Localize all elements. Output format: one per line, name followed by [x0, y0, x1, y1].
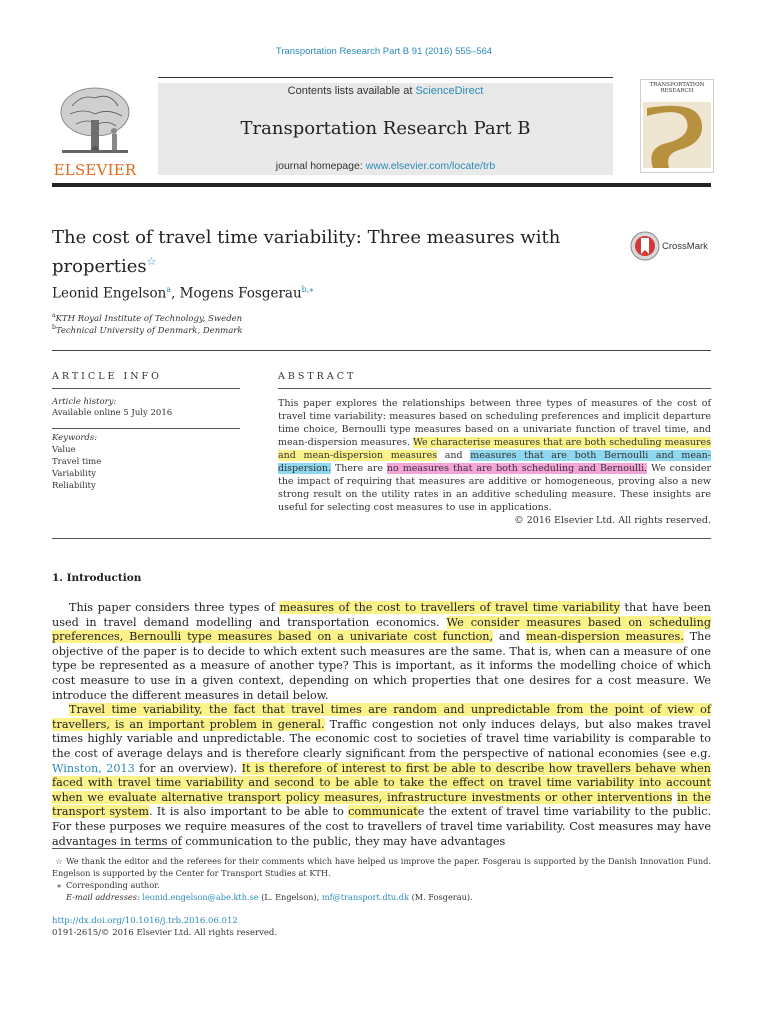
- masthead-top-rule: [158, 77, 613, 78]
- contents-prefix: Contents lists available at: [287, 85, 416, 97]
- citation-link-winston-2013[interactable]: Winston, 2013: [52, 761, 135, 775]
- author-1-affiliation-mark[interactable]: a: [166, 285, 172, 294]
- paper-title: [52, 226, 612, 279]
- abstract-sentence: We consider the impact of requiring that measures are additive or homogeneous, proving also a new strong result on the utility rates in an additive scheduling measure. These insights are useful for selecting cost measures to use in applications.: [278, 463, 712, 513]
- abstract-highlight-blue[interactable]: measures that are both Bernoulli and mean-dispersion.: [278, 450, 711, 474]
- affiliation-a-mark: a: [52, 312, 56, 319]
- intro-text: and: [493, 630, 526, 644]
- author-separator: ,: [171, 285, 180, 302]
- journal-title: Transportation Research Part B: [240, 118, 531, 139]
- footnote-acknowledgement-text: We thank the editor and the referees for their comments which have helped us improve the paper. Fosgerau is supported by the Danish Innovation Fund. Engelson is supported by the Center for Transport Studies at KTH.: [52, 856, 711, 878]
- intro-text: The objective of the paper is to decide to which extent such measures are the same. That is, when can a measure of one type be represented as a measure of another type? This is important, as it informs the modelling choice of which cost measure to use in a given context, depending on which properties that one desires for a cost measure. We introduce the different measures in detail below.: [52, 630, 711, 702]
- email-link-engelson[interactable]: leonid.engelson@abe.kth.se: [142, 892, 259, 902]
- intro-highlight[interactable]: measures of the cost to travellers of travel time variability: [279, 601, 620, 614]
- header-divider: [52, 350, 711, 351]
- road-cover-art-icon: [643, 102, 711, 168]
- cover-title: TRANSPORTATION RESEARCH: [649, 82, 705, 94]
- intro-highlight[interactable]: communicat: [348, 805, 418, 819]
- affiliation-a: [52, 312, 242, 324]
- footnote-acknowledgement: [52, 855, 711, 879]
- homepage-prefix: journal homepage:: [275, 160, 366, 172]
- intro-paragraph-2: [52, 703, 711, 849]
- author-fosgerau[interactable]: Mogens Fosgerau: [179, 285, 302, 302]
- email-link-fosgerau[interactable]: mf@transport.dtu.dk: [321, 892, 409, 902]
- email-name: (M. Fosgerau).: [408, 892, 473, 902]
- email-label: E-mail addresses:: [66, 892, 143, 902]
- intro-highlight[interactable]: Travel time variability, the fact that travel times are random and unpredictable from the point of view of travellers, is an important problem in general.: [52, 703, 711, 731]
- intro-highlight[interactable]: It is therefore of interest to first be able to describe how travellers behave when faced with travel time variability and second to be able to take the effect on travel time variability into account when we evaluate alternative transport policy measures, infrastructure investments or other interventions: [52, 761, 711, 804]
- email-name: (L. Engelson),: [258, 892, 322, 902]
- abstract-copyright: © 2016 Elsevier Ltd. All rights reserved.: [514, 515, 711, 526]
- crossmark-label[interactable]: CrossMark: [662, 241, 708, 252]
- affiliation-a-text: KTH Royal Institute of Technology, Sweden: [55, 313, 243, 324]
- footnote-star-icon: ☆: [55, 856, 63, 866]
- keywords-label: Keywords:: [52, 433, 98, 443]
- intro-paragraph-1: [52, 601, 711, 703]
- introduction-body: [52, 601, 711, 849]
- masthead-bottom-rule: [52, 183, 711, 187]
- intro-text: . It is also important to be able to: [148, 805, 349, 819]
- keyword-item: Value: [52, 445, 76, 455]
- abstract-sentence: This paper explores the relationships between three types of measures of the cost of travel time variability: measures based on scheduling preferences and implicit departure time choice, Bernoulli type measures based on a univariate function of travel time, and mean-dispersion measures.: [278, 398, 711, 448]
- intro-text: e the extent of travel time variability to the public. For these purposes we require measures of the cost to travellers of travel time variability. Cost measures may have advantages in terms of communication to the public, they may have advantages: [52, 805, 712, 848]
- footnote-emails: [52, 891, 711, 903]
- abstract-highlight-yellow[interactable]: We characterise measures that are both scheduling measures and mean-dispersion measures: [278, 437, 711, 461]
- abstract-highlight-pink[interactable]: no measures that are both scheduling and Bernoulli.: [386, 463, 648, 474]
- affiliation-b-text: Technical University of Denmark, Denmark: [55, 325, 243, 336]
- footnote-asterisk-icon: ⁎: [56, 880, 62, 890]
- article-info-rule: [52, 388, 240, 389]
- abstract-bottom-rule: [52, 538, 711, 539]
- author-engelson[interactable]: Leonid Engelson: [52, 285, 167, 302]
- homepage-link[interactable]: www.elsevier.com/locate/trb: [365, 160, 496, 172]
- footnote-corresponding: [52, 879, 711, 891]
- contents-available-line: [158, 85, 613, 97]
- intro-text: This paper considers three types of: [69, 601, 280, 614]
- keyword-item: Reliability: [52, 481, 96, 491]
- journal-homepage-line: [158, 160, 613, 172]
- footnote-corresponding-text: Corresponding author.: [66, 880, 160, 890]
- elsevier-wordmark: ELSEVIER: [53, 161, 137, 179]
- abstract-sentence: and: [437, 450, 471, 461]
- section-heading-introduction: 1. Introduction: [52, 572, 142, 584]
- journal-cover-thumbnail: [640, 79, 714, 173]
- keywords-rule: [52, 428, 240, 429]
- article-history-value: Available online 5 July 2016: [52, 408, 173, 418]
- intro-text: for an overview).: [134, 761, 242, 775]
- author-line: [52, 285, 652, 302]
- doi-link[interactable]: http://dx.doi.org/10.1016/j.trb.2016.06.012: [52, 916, 238, 926]
- article-info-heading: ARTICLE INFO: [52, 371, 162, 382]
- sciencedirect-link[interactable]: ScienceDirect: [415, 85, 484, 97]
- abstract-body: [278, 397, 711, 514]
- issn-copyright: 0191-2615/© 2016 Elsevier Ltd. All rights reserved.: [52, 928, 278, 938]
- keyword-item: Variability: [52, 469, 97, 479]
- paper-title-text: The cost of travel time variability: Three measures with properties: [52, 227, 561, 277]
- footnotes: [52, 855, 711, 903]
- intro-text: that have been used in travel demand modelling and transportation economics.: [52, 601, 711, 629]
- abstract-heading: ABSTRACT: [278, 371, 357, 382]
- footnote-rule: [52, 848, 182, 849]
- intro-highlight[interactable]: We consider measures based on scheduling preferences, Bernoulli type measures based on a univariate cost function,: [52, 615, 711, 644]
- affiliation-b-mark: b: [52, 324, 56, 331]
- journal-citation[interactable]: Transportation Research Part B 91 (2016) 555–564: [275, 46, 493, 57]
- intro-highlight[interactable]: mean-dispersion measures.: [525, 630, 684, 644]
- intro-text: Traffic congestion not only induces delays, but also makes travel times highly variable and unpredictable. The economic cost to societies of travel time variability is comparable to the cost of average delays and is therefore clearly significant from the perspective of national economies (see e.g.: [52, 717, 711, 760]
- title-footnote-star-icon[interactable]: ☆: [146, 255, 157, 268]
- author-2-affiliation-mark[interactable]: b,⁎: [301, 285, 314, 294]
- abstract-rule: [278, 388, 711, 389]
- article-history-label: Article history:: [52, 397, 117, 407]
- intro-highlight[interactable]: in the transport system: [52, 790, 711, 819]
- affiliation-b: [52, 324, 243, 336]
- keywords-list: [52, 444, 101, 492]
- abstract-sentence: There are: [331, 463, 387, 474]
- keyword-item: Travel time: [52, 457, 102, 467]
